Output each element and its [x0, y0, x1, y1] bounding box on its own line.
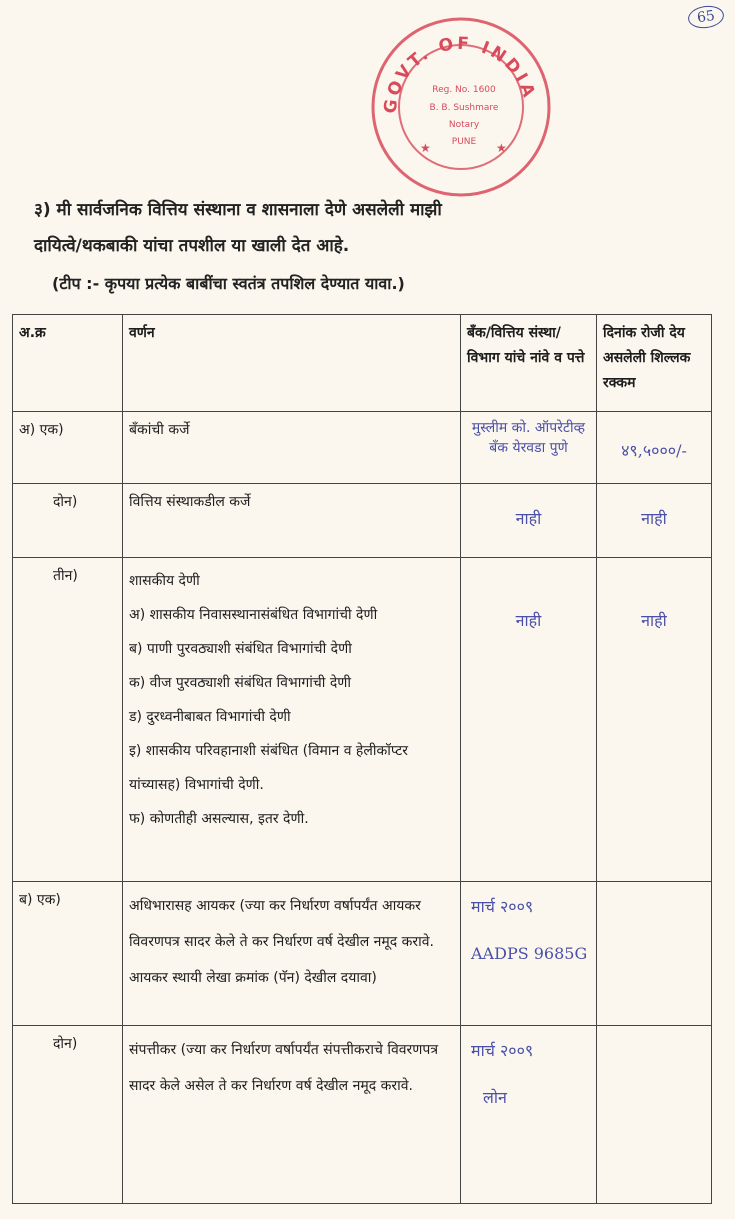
row-description	[123, 558, 461, 882]
row-balance	[597, 484, 712, 558]
stamp-line4: PUNE	[451, 137, 477, 147]
dues-item: अ) शासकीय निवासस्थानासंबंधित विभागांची देणी	[129, 607, 378, 623]
header-balance: दिनांक रोजी देय असलेली शिल्लक रक्कम	[597, 315, 712, 412]
dues-item: फ) कोणतीही असल्यास, इतर देणी.	[129, 811, 309, 827]
row-sr: दोन)	[13, 484, 123, 558]
table-row	[13, 412, 712, 484]
heading-line-2: दायित्वे/थकबाकी यांचा तपशील या खाली देत आहे.	[34, 236, 350, 256]
dues-item: ब) पाणी पुरवठ्याशी संबंधित विभागांची देणी	[129, 641, 352, 657]
handwritten-amount: ४९,५०००/-	[621, 441, 687, 460]
svg-text:★: ★	[420, 141, 431, 155]
table-row	[13, 558, 712, 882]
row-bank	[461, 412, 597, 484]
handwritten-year: मार्च २००९	[471, 1041, 534, 1060]
row-sr: ब) एक)	[13, 882, 123, 1026]
dues-item: इ) शासकीय परिवहानाशी संबंधित (विमान व हेलीकॉप्टर यांच्यासह) विभागांची देणी.	[129, 743, 409, 793]
handwritten-year: मार्च २००९	[471, 897, 534, 916]
handwritten-pan: AADPS 9685G	[471, 944, 588, 963]
handwritten-amount: नाही	[641, 509, 667, 528]
table-header-row	[13, 315, 712, 412]
row-bank	[461, 1026, 597, 1204]
section-heading	[34, 192, 674, 264]
table-row	[13, 1026, 712, 1204]
stamp-top-text: GOVT. OF INDIA	[380, 33, 540, 115]
government-dues-title: शासकीय देणी	[129, 573, 200, 589]
stamp-line1: Reg. No. 1600	[432, 85, 496, 95]
row-description: संपत्तीकर (ज्या कर निर्धारण वर्षापर्यंत संपत्तीकराचे विवरणपत्र सादर केले असेल ते कर निर्धारण वर्ष देखील नमूद करावे.	[123, 1026, 461, 1204]
handwritten-bank: नाही	[515, 509, 542, 528]
table-row	[13, 882, 712, 1026]
row-bank	[461, 882, 597, 1026]
row-description: वित्तिय संस्थाकडील कर्जे	[123, 484, 461, 558]
row-bank	[461, 484, 597, 558]
dues-item: क) वीज पुरवठ्याशी संबंधित विभागांची देणी	[129, 675, 352, 691]
row-balance	[597, 412, 712, 484]
row-sr: अ) एक)	[13, 412, 123, 484]
liabilities-table	[12, 314, 712, 1204]
heading-line-1: ३) मी सार्वजनिक वित्तिय संस्थाना व शासनाला देणे असलेली माझी	[34, 200, 442, 220]
row-balance	[597, 882, 712, 1026]
row-description: बँकांची कर्जे	[123, 412, 461, 484]
notary-stamp	[368, 14, 554, 200]
row-balance	[597, 1026, 712, 1204]
row-balance	[597, 558, 712, 882]
handwritten-note: लोन	[483, 1088, 507, 1107]
row-sr: दोन)	[13, 1026, 123, 1204]
note-text: (टीप :- कृपया प्रत्येक बाबींचा स्वतंत्र तपशिल देण्यात यावा.)	[52, 274, 405, 293]
stamp-line3: Notary	[448, 120, 480, 130]
dues-item: ड) दुरध्वनीबाबत विभागांची देणी	[129, 709, 291, 725]
header-description: वर्णन	[123, 315, 461, 412]
row-bank	[461, 558, 597, 882]
row-sr: तीन)	[13, 558, 123, 882]
handwritten-bank: मुस्लीम को. ऑपरेटीव्ह बँक येरवडा पुणे	[471, 420, 586, 456]
header-sr-no: अ.क्र	[13, 315, 123, 412]
page-number: 65	[687, 4, 726, 31]
row-description: अधिभारासह आयकर (ज्या कर निर्धारण वर्षापर्यंत आयकर विवरणपत्र सादर केले ते कर निर्धारण वर्ष देखील नमूद करावे. आयकर स्थायी लेखा क्रमांक (पॅन) देखील दयावा)	[123, 882, 461, 1026]
handwritten-amount: नाही	[641, 611, 667, 630]
svg-text:★: ★	[496, 141, 507, 155]
handwritten-bank: नाही	[515, 611, 542, 630]
stamp-line2: B. B. Sushmare	[429, 103, 499, 113]
table-row	[13, 484, 712, 558]
header-bank: बँक/वित्तिय संस्था/विभाग यांचे नांवे व पत्ते	[461, 315, 597, 412]
